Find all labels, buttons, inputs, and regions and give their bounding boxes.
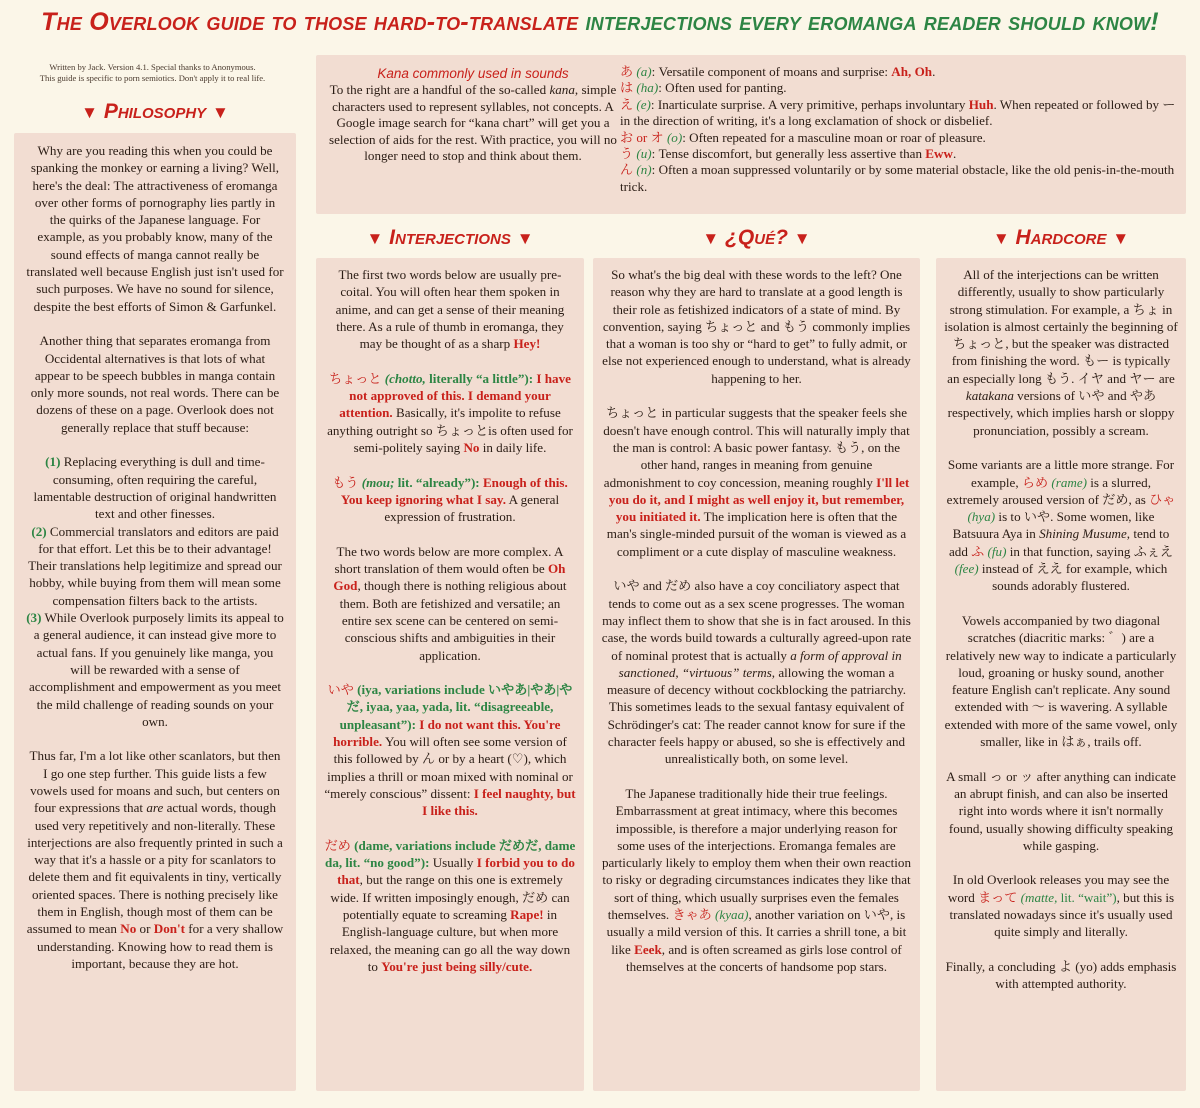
kana-char: お or オ <box>620 129 664 145</box>
translation: I do not want this. You're horrible. <box>333 716 561 750</box>
kana-word: ひゃ <box>1149 491 1176 507</box>
interjections-intro <box>324 266 576 352</box>
translation: I have not approved of this. I demand your attention. <box>339 370 571 421</box>
kana-romaji: (n) <box>636 162 652 178</box>
kana-text: . <box>932 64 936 79</box>
romaji: (kyaa) <box>715 906 749 922</box>
kana-text: . <box>952 146 957 162</box>
red-phrase: I'll let you do it, and I might as well enjoy it, but remember, you initiated it. <box>608 474 910 525</box>
heading-que <box>593 226 920 250</box>
translation: You're just being silly/cute. <box>381 958 533 974</box>
kana-word: きゃあ <box>672 906 712 922</box>
text: actual words, though used very repetitively and non-literally. These interjections are also frequently printed in such a way that it's a hassle or a pity for scanlators to delete them and fit equivalents in tiny, vertically oriented spaces. There is nothing precisely like them in English, though most of them can be assumed to mean <box>26 800 283 937</box>
philosophy-paragraph <box>26 747 284 972</box>
hardcore-section <box>936 258 1186 1091</box>
philosophy-point-1 <box>26 453 284 522</box>
entry-dame <box>324 837 576 975</box>
triangle-down-icon: ▼ <box>81 103 98 122</box>
hardcore-paragraph: Vowels accompanied by two diagonal scratches (diacritic marks: ゛) are a relatively new way to indicate a particularly loud, groaning or husky sound, another feature English can't replicate. Any sound extended with 〜 is wavering. A syllable extended with more of the same vowel, only smaller, like in はぁ, trails off. <box>944 612 1178 750</box>
page-title <box>0 8 1200 37</box>
entry-iya <box>324 681 576 819</box>
title-part-green: interjections every eromanga reader should know! <box>585 8 1159 36</box>
triangle-down-icon: ▼ <box>992 229 1010 248</box>
red-word: No <box>463 439 480 455</box>
literal: lit. “already”): <box>394 474 483 490</box>
title-part-red: The Overlook guide to those hard-to-translate <box>41 8 579 36</box>
hardcore-paragraph <box>944 871 1178 940</box>
text: , allowing the woman a measure of decency without cockblocking the patriarchy. This sometimes leads to the sexual fantasy equivalent of Schrödinger's cat: The reader cannot know for sure if the character feels happy or abused, so she is effectively and unrealistically both, on some level. <box>606 664 907 767</box>
romaji: (fee) <box>954 561 979 577</box>
kana-entry-e <box>620 97 1180 130</box>
kana-red: Eww <box>925 146 953 162</box>
translation: I forbid you to do that <box>337 855 575 888</box>
kana-intro-em: kana <box>549 82 575 98</box>
red-word: Eeek <box>634 941 662 957</box>
kana-word: もう <box>332 474 359 490</box>
romaji: (matte, <box>1020 889 1058 905</box>
text: いや and だめ also have a coy conciliatory aspect that tends to come out as a sex scene progresses. The woman may inflect them to show that she is in fact aroused. In this case, the words build towards a culturally agreed-upon rate of nominal protest that is actually <box>601 578 912 663</box>
kana-romaji: (e) <box>636 96 651 112</box>
heading-philosophy-text: Philosophy <box>103 100 207 123</box>
kana-char: え <box>620 96 634 112</box>
text: All of the interjections can be written differently, usually to show particularly strong stimulation. For example, a ちょ in isolation is almost certainly the beginning of ちょっと, but the speaker was distracted from finishing the word. もー is typically an especially long もう. イヤ and ヤー are <box>944 267 1178 386</box>
interjections-section <box>316 258 584 1091</box>
romaji: (iya, variations include いやあ|やあ|やだ, iyaa, yaa, yada, lit. “disagreeable, unpleasant”): <box>339 682 573 732</box>
kana-title: Kana commonly used in sounds <box>377 66 569 81</box>
entry-mou <box>324 474 576 526</box>
text: The first two words below are usually pre-coital. You will often hear them spoken in anime, and can get a sense of their meaning there. As a rule of thumb in eromanga, they may be thought of as a sharp <box>335 267 565 352</box>
text: in daily life. <box>479 439 547 455</box>
triangle-down-icon: ▼ <box>366 229 384 248</box>
kana-entry-a <box>620 64 1180 80</box>
kana-text: : Inarticulate surprise. A very primitive, perhaps involuntary <box>650 96 969 112</box>
hardcore-paragraph: Finally, a concluding よ (yo) adds emphasis with attempted authority. <box>945 958 1177 992</box>
text: Usually <box>429 855 477 871</box>
text: ちょっと in particular suggests that the speaker feels she doesn't have enough control. This will naturally imply that the man is control: A basic power fantasy. もう, on the other hand, ranges in meaning from genuine admonishment to coy concession, meaning roughly <box>603 405 910 490</box>
text: is to いや. Some women, like Batsuura Aya in <box>952 509 1155 542</box>
emphasis: are <box>146 800 164 816</box>
kana-text: : Often repeated for a masculine moan or roar of pleasure. <box>682 129 986 145</box>
point-text: Replacing everything is dull and time-consuming, often requiring the careful, lamentable destruction of original handwritten text and other finesses. <box>33 454 277 522</box>
romaji: (dame, variations include だめだ, dame da, lit. “no good”): <box>325 837 576 871</box>
text: versions of いや and やあ respectively, which implies harsh or sloppy pronunciation, possibly a scream. <box>947 388 1175 438</box>
credits-line-1: Written by Jack. Version 4.1. Special thanks to Anonymous. <box>49 62 256 72</box>
que-section <box>593 258 920 1091</box>
kana-romaji: (ha) <box>636 80 659 96</box>
emphasis: katakana <box>965 388 1014 404</box>
romaji: (fu) <box>987 543 1007 559</box>
philosophy-section <box>14 133 296 1091</box>
kana-char: ん <box>620 162 634 178</box>
philosophy-point-2 <box>26 523 284 609</box>
heading-philosophy <box>14 100 296 124</box>
romaji: (chotto, <box>384 370 426 386</box>
kana-word: まって <box>978 889 1018 905</box>
literal: lit. “wait”) <box>1057 889 1117 905</box>
emphasis: a form of approval in sanctioned, “virtuous” terms <box>618 647 902 680</box>
kana-intro-text: To the right are a handful of the so-called <box>329 82 547 98</box>
text: The Japanese traditionally hide their true feelings. Embarrassment at great intimacy, where this becomes impossible, is therefore a major underlying reason for some uses of the interjections. Eromanga females are particularly likely to employ them when their own reaction to risky or degrading circumstances indicates they like that sort of thing, which usually surprises even the females themselves. <box>601 785 912 922</box>
philosophy-paragraph: Another thing that separates eromanga from Occidental alternatives is that lots of what appear to be speech bubbles in manga contain only more sounds, not real words. There can be dozens of these on a page. Overlook does not generally replace that stuff because: <box>30 333 280 435</box>
hardcore-paragraph <box>944 266 1178 439</box>
credits <box>10 62 295 84</box>
kana-char: あ <box>620 64 634 79</box>
point-number: (2) <box>31 523 47 539</box>
kana-word: ちょっと <box>329 370 382 386</box>
kana-section <box>316 55 1186 214</box>
kana-text: : Tense discomfort, but generally less assertive than <box>651 146 926 162</box>
kana-intro-text: , simple characters used to represent syllables, not concepts. A Google image search for “kana chart” will get you a selection of aids for the rest. With practice, you will no longer need to stop and think about them. <box>329 82 617 164</box>
philosophy-paragraph: Why are you reading this when you could be spanking the monkey or earning a living? Well, here's the deal: The attractiveness of eromanga over other forms of pornography lies partly in the quirks of the Japanese language. For example, as you probably know, many of the sound effects of manga cannot really be translated well because English just isn't used for such purposes. We have no sound for silence, despite the best efforts of Simon & Garfunkel. <box>26 143 284 314</box>
kana-char: う <box>620 146 634 162</box>
kana-text: : Often used for panting. <box>658 80 787 96</box>
kana-text: . When repeated or followed by ー in the direction of writing, it's a long exclamation of shock or disbelief. <box>620 96 1176 129</box>
triangle-down-icon: ▼ <box>702 229 720 248</box>
credits-line-2: This guide is specific to porn semiotics. Don't apply it to real life. <box>39 73 266 83</box>
emphasis: Shining Musume <box>1039 526 1127 542</box>
text: , another variation on いや, is usually a mild version of this. It carries a shrill tone, a bit like <box>606 906 907 957</box>
heading-que-text: ¿Qué? <box>725 226 788 249</box>
point-text: Commercial translators and editors are paid for that effort. Let this be to their advantage! Their translations help legitimize and spread our hobby, while buying from them will mean some compensation filters back to the artists. <box>28 523 282 608</box>
romaji: (hya) <box>967 509 996 525</box>
hardcore-paragraph <box>944 456 1178 594</box>
literal: literally “a little”): <box>425 370 534 386</box>
red-word: No <box>120 921 137 937</box>
triangle-down-icon: ▼ <box>212 103 229 122</box>
heading-hardcore <box>936 226 1186 250</box>
romaji: (mou; <box>361 474 395 490</box>
heading-interjections <box>316 226 584 250</box>
text: is a slurred, extremely aroused version of だめ, as <box>946 474 1151 507</box>
kana-text: : Often a moan suppressed voluntarily or by some material obstacle, like the old penis-in-the-mouth trick. <box>620 162 1175 194</box>
kana-intro <box>328 66 618 164</box>
text: Some variants are a little more strange. For example, <box>947 457 1175 490</box>
text: in that function, saying ふぇえ <box>1006 543 1174 559</box>
hardcore-paragraph: A small っ or ッ after anything can indicate an abrupt finish, and can also be inserted right into words where it isn't normally found, usually showing difficulty speaking while gasping. <box>946 768 1176 853</box>
triangle-down-icon: ▼ <box>1112 229 1130 248</box>
text: , tend to add <box>948 526 1170 559</box>
kana-entry-n <box>620 162 1180 195</box>
red-word: Don't <box>153 921 186 937</box>
heading-interjections-text: Interjections <box>389 226 511 249</box>
kana-entry-u <box>620 146 1180 162</box>
point-number: (3) <box>26 610 42 626</box>
interjections-paragraph <box>324 543 576 664</box>
kana-word: ふ <box>971 543 985 559</box>
kana-entry-o <box>620 130 1180 146</box>
kana-text: : Versatile component of moans and surprise: <box>651 64 892 79</box>
kana-word: だめ <box>324 837 351 853</box>
kana-entry-ha <box>620 80 1180 96</box>
kana-romaji: (o) <box>666 129 683 145</box>
text: , and is often screamed as girls lose control of themselves at the concerts of handsome pop stars. <box>625 941 902 974</box>
kana-red: Ah, Oh <box>891 64 933 79</box>
text: The implication here is often that the man's single-minded pursuit of the woman is viewed as a compliment or a cute display of masculine weakness. <box>606 509 907 559</box>
red-word: Oh God <box>333 561 566 594</box>
kana-romaji: (a) <box>636 64 652 79</box>
text: or <box>136 921 154 937</box>
text: in English-language culture, but when more relaxed, the meaning can go all the way down to <box>329 906 571 974</box>
philosophy-point-3 <box>26 609 284 730</box>
point-number: (1) <box>45 454 61 470</box>
text: Basically, it's impolite to refuse anything outright so ちょっとis often used for semi-politely saying <box>327 405 573 455</box>
translation: Enough of this. You keep ignoring what I say. <box>340 474 568 507</box>
red-word: Rape! <box>510 906 544 922</box>
text: Thus far, I'm a lot like other scanlators, but then I go one step further. This guide lists a few vowels used for moans and such, but centers on four expressions that <box>29 748 281 816</box>
que-paragraph <box>601 404 912 560</box>
text: In old Overlook releases you may see the word <box>947 872 1170 905</box>
que-paragraph <box>601 785 912 975</box>
kana-word: らめ <box>1021 474 1049 490</box>
point-text: While Overlook purposely limits its appeal to a general audience, it can instead give more to actual fans. If you genuinely like manga, you will be rewarded with a sense of accomplishment and empowerment as you meet the mild challenge of reading sounds on your own. <box>29 610 284 729</box>
kana-red: Huh <box>968 96 994 112</box>
heading-hardcore-text: Hardcore <box>1015 226 1107 249</box>
text: , though there is nothing religious about them. Both are fetishized and versatile; an entire sex scene can be centered on semi-conscious shifts and ambiguities in their application. <box>339 578 567 663</box>
que-paragraph <box>601 577 912 767</box>
triangle-down-icon: ▼ <box>793 229 811 248</box>
romaji: (rame) <box>1051 474 1087 490</box>
kana-char: は <box>620 80 634 96</box>
text: You will often see some version of this followed by ん or by a heart (♡), which implies a thrill or moan mixed with nominal or “merely conscious” dissent: <box>324 734 573 801</box>
red-word: Hey! <box>513 336 541 352</box>
entry-chotto <box>324 370 576 456</box>
text: , but the range on this one is extremely wide. If written imposingly enough, だめ can potentially equate to screaming <box>330 872 570 922</box>
text: instead of ええ for example, which sounds adorably flustered. <box>978 561 1168 594</box>
kana-word: いや <box>327 682 354 698</box>
translation: I feel naughty, but I like this. <box>422 785 576 819</box>
kana-list <box>620 64 1180 195</box>
text: The two words below are more complex. A short translation of them would often be <box>334 543 564 577</box>
text: A general expression of frustration. <box>384 491 560 525</box>
text: , but this is translated nowadays since it's usually used quite simply and literally. <box>949 889 1175 940</box>
text: for a very shallow understanding. Knowing how to read them is important, because they are hot. <box>36 921 284 971</box>
kana-romaji: (u) <box>636 146 652 162</box>
que-paragraph: So what's the big deal with these words to the left? One reason why they are hard to translate at a good length is their role as fetishized indicators of a state of mind. By convention, saying ちょっと and もう commonly implies that a woman is too shy or “hard to get” to fully admit, or else not experienced enough to understand, what is already happening to her. <box>602 267 911 386</box>
triangle-down-icon: ▼ <box>516 229 534 248</box>
